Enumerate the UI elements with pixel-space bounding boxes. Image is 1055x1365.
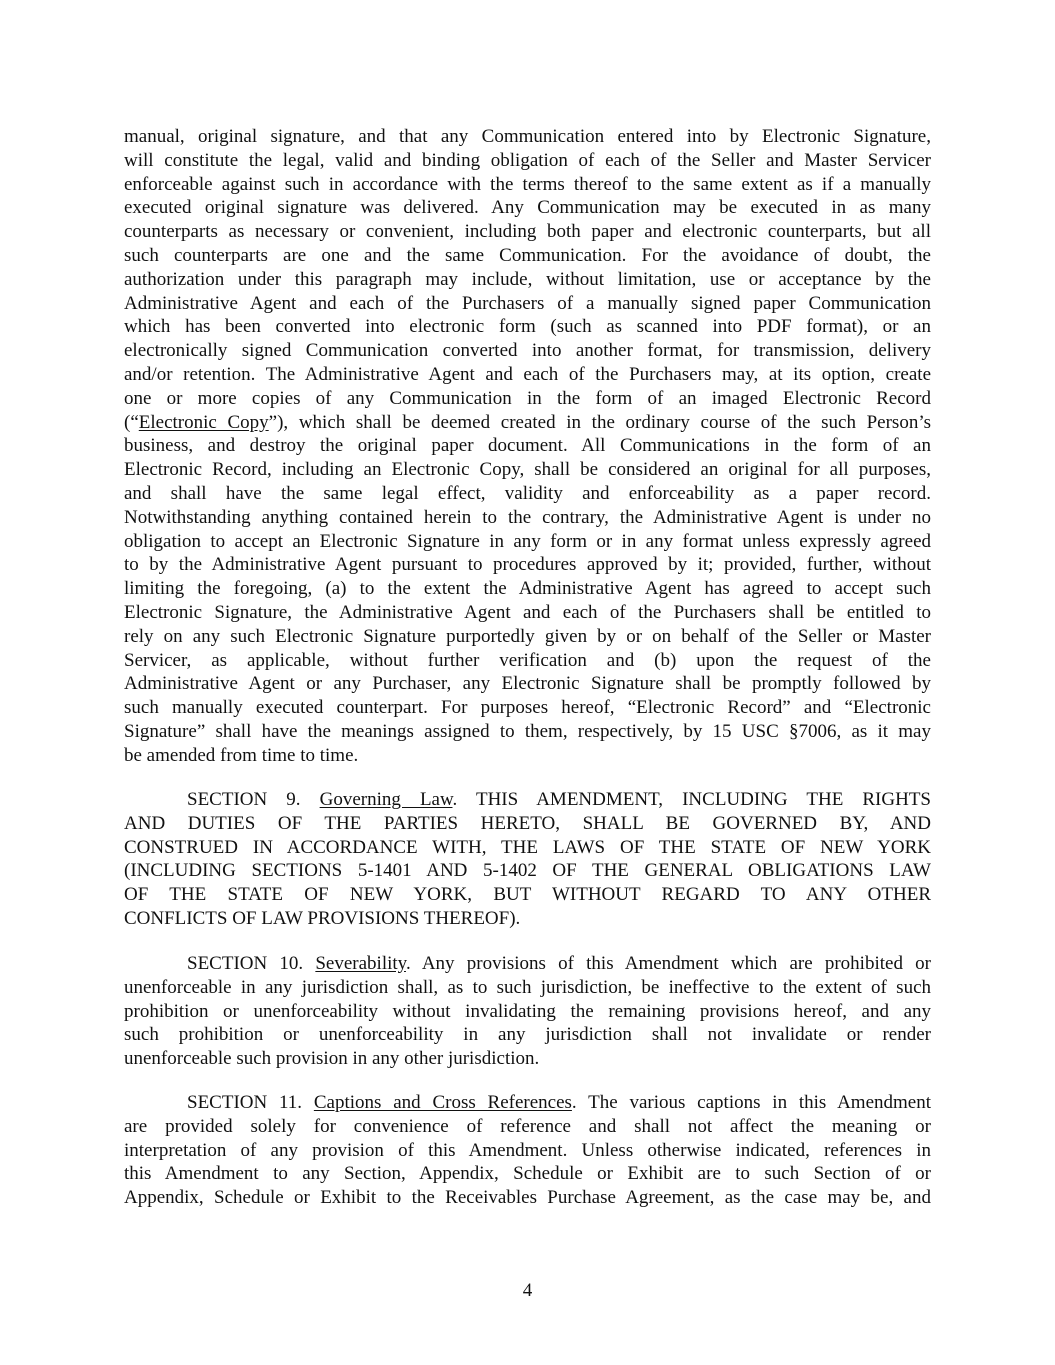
text-segment: SECTION 9. xyxy=(187,789,320,810)
text-line: rely on any such Electronic Signature purportedly given by or on behalf of the Seller or Master xyxy=(124,625,931,647)
text-line: Administrative Agent and each of the Purchasers of a manually signed paper Communication xyxy=(124,292,931,314)
underlined-heading: Severability xyxy=(315,953,406,974)
section-9-governing-law xyxy=(124,788,931,931)
text-line: counterparts as necessary or convenient, including both paper and electronic counterparts, but all xyxy=(124,221,931,243)
text-line: Administrative Agent or any Purchaser, any Electronic Signature shall be promptly followed by xyxy=(124,673,931,695)
text-segment: . The various captions in this Amendment xyxy=(571,1092,931,1113)
text-line: interpretation of any provision of this Amendment. Unless otherwise indicated, references in xyxy=(124,1139,931,1161)
underlined-heading: Electronic Copy xyxy=(138,411,269,433)
text-line: obligation to accept an Electronic Signature in any form or in any format unless expressly agreed xyxy=(124,530,931,552)
text-line xyxy=(124,411,931,435)
text-segment: . THIS AMENDMENT, INCLUDING THE RIGHTS xyxy=(452,789,931,810)
text-line: will constitute the legal, valid and binding obligation of each of the Seller and Master Servicer xyxy=(124,149,931,171)
electronic-signature-paragraph xyxy=(124,125,931,768)
text-line: Servicer, as applicable, without further verification and (b) upon the request of the xyxy=(124,649,931,671)
text-line: and shall have the same legal effect, validity and enforceability as a paper record. xyxy=(124,482,931,504)
text-segment: . Any provisions of this Amendment which are prohibited or xyxy=(405,953,931,974)
text-line: business, and destroy the original paper document. All Communications in the form of an xyxy=(124,435,931,457)
text-line: OF THE STATE OF NEW YORK, BUT WITHOUT REGARD TO ANY OTHER xyxy=(124,884,931,906)
text-line: unenforceable in any jurisdiction shall, as to such jurisdiction, be ineffective to the extent of such xyxy=(124,976,931,998)
section-11-captions-and-cross-references xyxy=(124,1091,931,1210)
text-line: executed original signature was delivered. Any Communication may be executed in as many xyxy=(124,197,931,219)
underlined-heading: Captions and Cross References xyxy=(313,1092,572,1113)
text-line: enforceable against such in accordance with the terms thereof to the same extent as if a manually xyxy=(124,173,931,195)
text-line: authorization under this paragraph may include, without limitation, use or acceptance by the xyxy=(124,268,931,290)
text-segment: ”), which shall be deemed created in the ordinary course of the such Person’s xyxy=(268,411,931,433)
text-line: such manually executed counterpart. For purposes hereof, “Electronic Record” and “Electronic xyxy=(124,697,931,719)
text-line: Signature” shall have the meanings assigned to them, respectively, by 15 USC §7006, as it may xyxy=(124,720,931,742)
text-line xyxy=(124,1091,931,1115)
text-line: and/or retention. The Administrative Agent and each of the Purchasers may, at its option, create xyxy=(124,363,931,385)
text-line: AND DUTIES OF THE PARTIES HERETO, SHALL BE GOVERNED BY, AND xyxy=(124,812,931,834)
text-line: manual, original signature, and that any Communication entered into by Electronic Signature, xyxy=(124,126,931,147)
text-line: Electronic Signature, the Administrative Agent and each of the Purchasers shall be entitled to xyxy=(124,601,931,623)
text-line: this Amendment to any Section, Appendix, Schedule or Exhibit are to such Section of or xyxy=(124,1163,931,1185)
page-number: 4 xyxy=(522,1280,533,1301)
text-line: unenforceable such provision in any other jurisdiction. xyxy=(124,1048,540,1070)
text-line: CONFLICTS OF LAW PROVISIONS THEREOF). xyxy=(124,907,521,929)
text-line: Notwithstanding anything contained herein to the contrary, the Administrative Agent is under no xyxy=(124,506,931,528)
text-line: Appendix, Schedule or Exhibit to the Receivables Purchase Agreement, as the case may be, and xyxy=(124,1187,931,1209)
underlined-heading: Governing Law xyxy=(319,789,453,810)
section-10-severability xyxy=(124,952,931,1071)
text-segment: (“ xyxy=(124,411,139,433)
text-line xyxy=(124,788,931,812)
text-segment: SECTION 11. xyxy=(187,1092,314,1113)
text-line: electronically signed Communication converted into another format, for transmission, delivery xyxy=(124,340,931,362)
text-line: limiting the foregoing, (a) to the extent the Administrative Agent has agreed to accept such xyxy=(124,578,931,600)
text-line: Electronic Record, including an Electronic Copy, shall be considered an original for all purposes, xyxy=(124,459,931,481)
text-line: prohibition or unenforceability without invalidating the remaining provisions hereof, and any xyxy=(124,1000,931,1022)
text-line: are provided solely for convenience of reference and shall not affect the meaning or xyxy=(124,1115,931,1137)
text-line: (INCLUDING SECTIONS 5-1401 AND 5-1402 OF THE GENERAL OBLIGATIONS LAW xyxy=(124,860,931,882)
text-segment: SECTION 10. xyxy=(187,953,316,974)
text-line: to by the Administrative Agent pursuant to procedures approved by it; provided, further, without xyxy=(124,554,931,576)
text-line: be amended from time to time. xyxy=(124,744,359,766)
text-line: which has been converted into electronic form (such as scanned into PDF format), or an xyxy=(124,316,931,338)
text-line xyxy=(124,952,931,976)
text-line: such prohibition or unenforceability in any jurisdiction shall not invalidate or render xyxy=(124,1024,931,1046)
text-line: such counterparts are one and the same Communication. For the avoidance of doubt, the xyxy=(124,244,931,266)
text-line: CONSTRUED IN ACCORDANCE WITH, THE LAWS OF THE STATE OF NEW YORK xyxy=(124,836,931,858)
text-line: one or more copies of any Communication in the form of an imaged Electronic Record xyxy=(124,387,931,409)
